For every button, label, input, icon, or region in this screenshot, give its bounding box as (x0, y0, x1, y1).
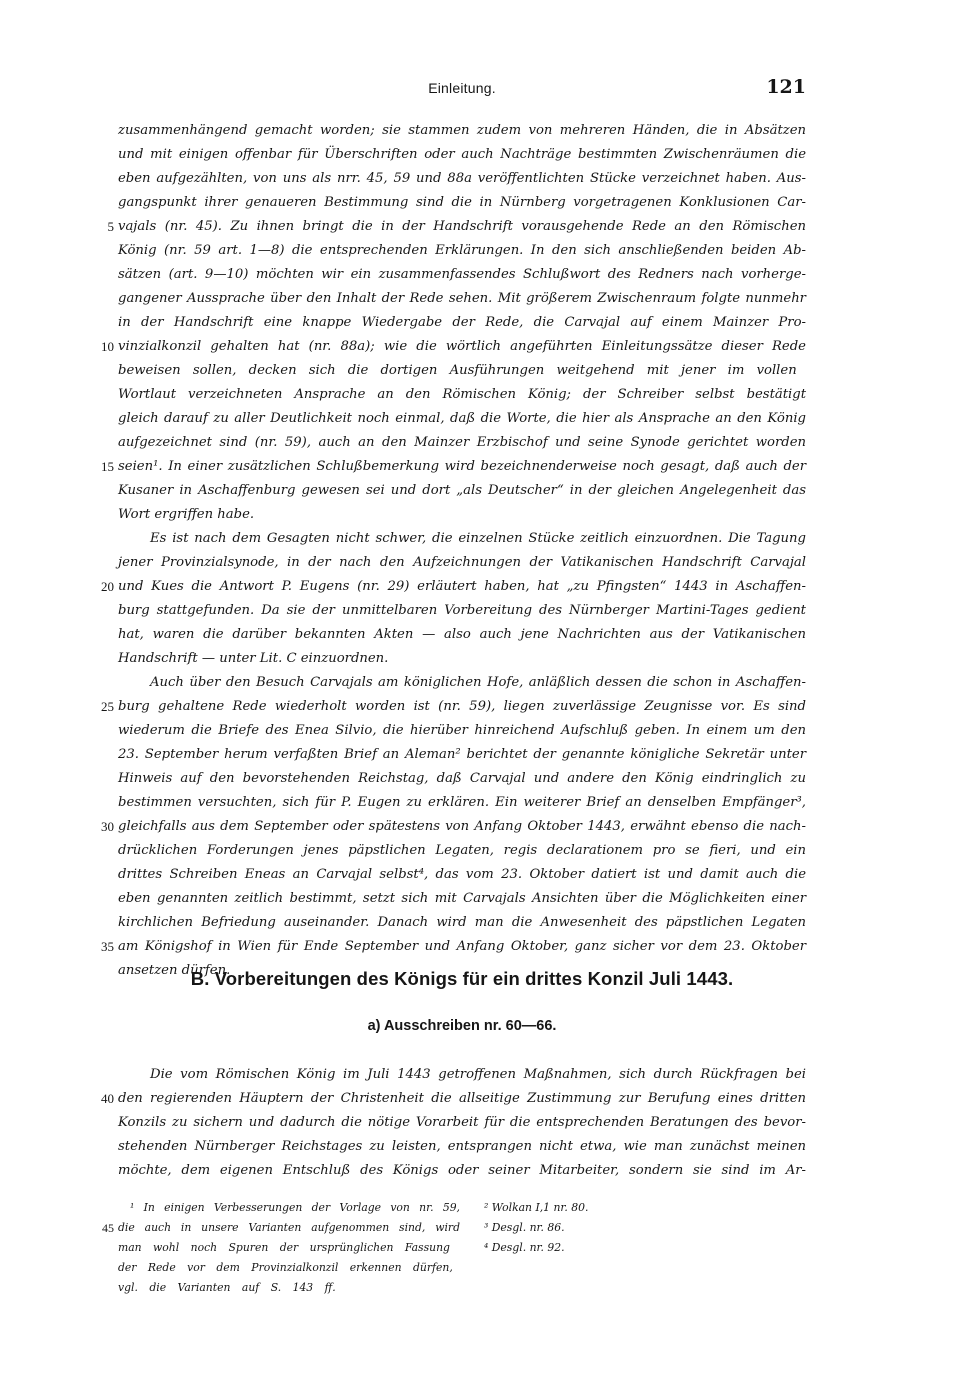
text-line: und Kues die Antwort P. Eugens (nr. 29) erläutert haben, hat „zu Pfingsten“ 1443 in Aschaffen- (118, 579, 806, 594)
text-line: burg stattgefunden. Da sie der unmittelbaren Vorbereitung des Nürnberger Martini-Tages gedient (118, 603, 806, 618)
line-number: 20 (101, 579, 114, 594)
text-line: vinzialkonzil gehalten hat (nr. 88a); wie die wörtlich angeführten Einleitungssätze dieser Rede (118, 339, 806, 354)
text-line: sätzen (art. 9—10) möchten wir ein zusammenfassendes Schlußwort des Redners nach vorherge- (118, 267, 806, 282)
text-line: stehenden Nürnberger Reichstages zu leisten, entsprangen nicht etwa, wie man zunächst meinen (118, 1139, 806, 1154)
footnote-line: die auch in unsere Varianten aufgenommen sind, wird (118, 1221, 460, 1234)
text-line: gleich darauf zu aller Deutlichkeit noch einmal, daß die Worte, die hier als Ansprache an den König (118, 411, 806, 426)
text-line: hat, waren die darüber bekannten Akten — also auch jene Nachrichten aus der Vatikanischen (118, 627, 806, 642)
footnote-line: ¹ In einigen Verbesserungen der Vorlage von nr. 59, (130, 1201, 460, 1214)
text-line: eben aufgezählten, von uns als nrr. 45, 59 und 88a veröffentlichten Stücke verzeichnet haben. Aus- (118, 171, 806, 186)
text-line: Konzils zu sichern und dadurch die nötige Vorarbeit für die entsprechenden Beratungen des bevor- (118, 1115, 806, 1130)
text-line: König (nr. 59 art. 1—8) die entsprechenden Erklärungen. In den sich anschließenden beiden Ab- (118, 243, 806, 258)
text-line: in der Handschrift eine knappe Wiedergabe der Rede, die Carvajal auf einem Mainzer Pro- (118, 315, 806, 330)
running-title: Einleitung. (428, 80, 496, 96)
text-line: Es ist nach dem Gesagten nicht schwer, die einzelnen Stücke zeitlich einzuordnen. Die Tagung (150, 531, 806, 546)
text-line: Wortlaut verzeichneten Ansprache an den Römischen König; der Schreiber selbst bestätigt (118, 387, 806, 402)
text-line: zusammenhängend gemacht worden; sie stammen zudem von mehreren Händen, die in Absätzen (118, 123, 806, 138)
text-line: kirchlichen Befriedung auseinander. Danach wird man die Anwesenheit des päpstlichen Legaten (118, 915, 806, 930)
text-line: Wort ergriffen habe. (118, 507, 255, 522)
text-line: vajals (nr. 45). Zu ihnen bringt die in der Handschrift vorausgehende Rede an den Römischen (118, 219, 806, 234)
text-line: Auch über den Besuch Carvajals am königlichen Hofe, anläßlich dessen die schon in Aschaffen- (150, 675, 806, 690)
text-line: eben genannten zeitlich bestimmt, setzt sich mit Carvajals Ansichten über die Möglichkeiten einer (118, 891, 806, 906)
line-number: 45 (102, 1221, 114, 1235)
footnote-line: man wohl noch Spuren der ursprünglichen Fassung (118, 1241, 450, 1254)
footnote-line: ² Wolkan I,1 nr. 80. (484, 1201, 589, 1214)
text-line: aufgezeichnet sind (nr. 59), auch an den Mainzer Erzbischof und seine Synode gerichtet worden (118, 435, 806, 450)
text-line: den regierenden Häuptern der Christenheit die allseitige Zustimmung zur Berufung eines dritten (118, 1091, 806, 1106)
line-number: 5 (107, 219, 114, 234)
line-number: 25 (101, 699, 114, 714)
text-line: drücklichen Forderungen jenes päpstlichen Legaten, regis declarationem pro se fieri, und ein (118, 843, 806, 858)
text-line: jener Provinzialsynode, in der nach den Aufzeichnungen der Vatikanischen Handschrift Carvajal (118, 555, 806, 570)
text-line: ansetzen dürfen. (118, 963, 231, 978)
line-number: 30 (101, 819, 114, 834)
text-line: und mit einigen offenbar für Überschriften oder auch Nachträge bestimmten Zwischenräumen die (118, 147, 806, 162)
text-line: seien¹. In einer zusätzlichen Schlußbemerkung wird bezeichnenderweise noch gesagt, daß auch der (118, 459, 806, 474)
footnote-line: ³ Desgl. nr. 86. (484, 1221, 565, 1234)
line-number: 10 (101, 339, 114, 354)
footnote-line: vgl. die Varianten auf S. 143 ff. (118, 1281, 336, 1294)
footnote-line: ⁴ Desgl. nr. 92. (484, 1241, 565, 1254)
line-number: 15 (101, 459, 114, 474)
text-line: 23. September herum verfaßten Brief an Aleman² berichtet der genannte königliche Sekretär unter (118, 747, 806, 762)
text-line: Die vom Römischen König im Juli 1443 getroffenen Maßnahmen, sich durch Rückfragen bei (150, 1067, 806, 1082)
line-number: 35 (101, 939, 114, 954)
text-line: gleichfalls aus dem September oder spätestens von Anfang Oktober 1443, erwähnt ebenso die nach- (118, 819, 806, 834)
text-line: beweisen sollen, decken sich die dortigen Ausführungen weitgehend mit jener im vollen (118, 363, 797, 378)
text-line: möchte, dem eigenen Entschluß des Königs oder seiner Mitarbeiter, sondern sie sind im Ar- (118, 1163, 806, 1178)
text-line: drittes Schreiben Eneas an Carvajal selbst⁴, das vom 23. Oktober datiert ist und damit auch die (118, 867, 806, 882)
text-line: Handschrift — unter Lit. C einzuordnen. (118, 651, 389, 666)
page-header (118, 76, 806, 102)
text-line: am Königshof in Wien für Ende September und Anfang Oktober, ganz sicher vor dem 23. Oktober (118, 939, 806, 954)
text-line: bestimmen versuchten, sich für P. Eugen zu erklären. Ein weiterer Brief an denselben Empfänger³, (118, 795, 806, 810)
text-line: Kusaner in Aschaffenburg gewesen sei und dort „als Deutscher“ in der gleichen Angelegenheit das (118, 483, 806, 498)
text-line: gangspunkt ihrer genaueren Bestimmung sind die in Nürnberg vorgetragenen Konklusionen Car- (118, 195, 806, 210)
sub-heading: a) Ausschreiben nr. 60—66. (367, 1018, 557, 1034)
text-line: wiederum die Briefe des Enea Silvio, die hierüber hinreichend Aufschluß geben. In einem um den (118, 723, 806, 738)
text-line: Hinweis auf den bevorstehenden Reichstag, daß Carvajal und andere den König eindringlich zu (118, 771, 806, 786)
text-line: gangener Aussprache über den Inhalt der Rede sehen. Mit größerem Zwischenraum folgte nunmehr (118, 291, 806, 306)
section-heading: B. Vorbereitungen des Königs für ein drittes Konzil Juli 1443. (190, 968, 734, 989)
footnote-line: der Rede vor dem Provinzialkonzil erkennen dürfen, (118, 1261, 453, 1274)
line-number: 40 (101, 1091, 114, 1106)
page-number: 121 (766, 76, 806, 98)
text-line: burg gehaltene Rede wiederholt worden ist (nr. 59), liegen zuverlässige Zeugnisse vor. Es sind (118, 699, 806, 714)
